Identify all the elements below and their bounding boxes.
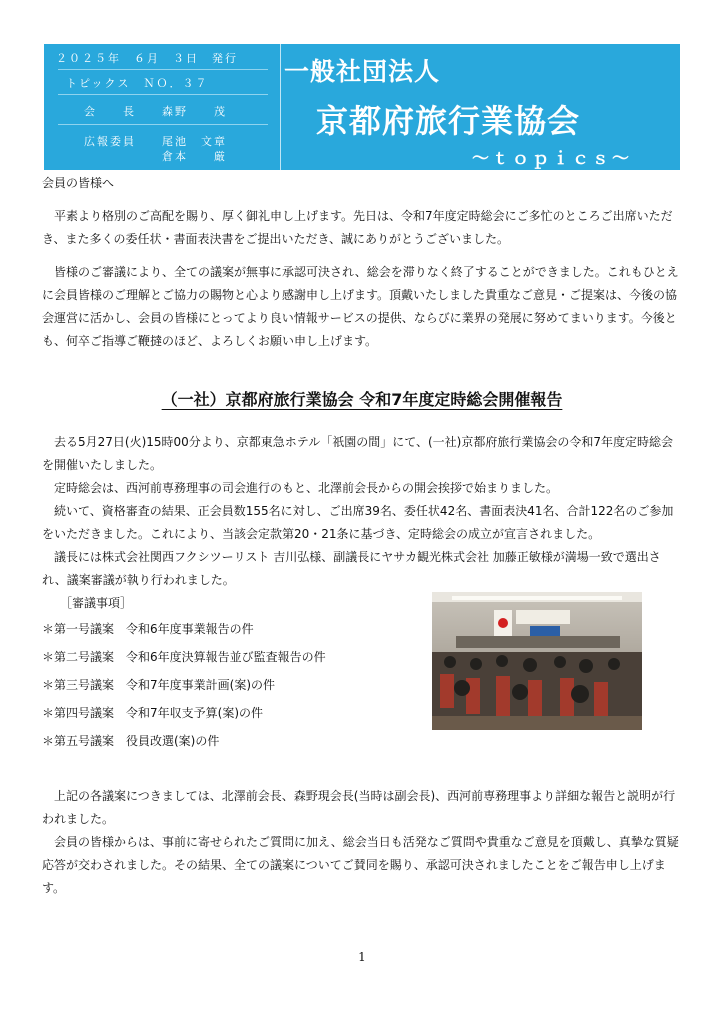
president-name: 会 長 森野 茂 [84,105,227,118]
org-name: 京都府旅行業協会 [316,102,581,140]
org-type: 一般社団法人 [284,57,441,86]
report-paragraph-4: 議長には株式会社関西フクシツーリスト 吉川弘様、副議長にヤサカ観光株式会社 加藤正敏様が満場一致で選出され、議案審議が執り行われました。 [42,550,661,587]
pr-committee-line1: 広報委員 尾池 文章 [84,135,227,148]
report-paragraph-6: 会員の皆様からは、事前に寄せられたご質問に加え、総会当日も活発なご質問や貴重なご意見を頂戴し、真摯な質疑応答が交わされました。その結果、全ての議案についてご賛同を賜り、承認可決されましたことをご報告申し上げます。 [42,835,679,895]
page-number: 1 [358,950,366,964]
meeting-photo [432,592,642,730]
newsletter-header [44,44,680,170]
spacer [42,755,682,785]
greeting-paragraph-2: 皆様のご審議により、全ての議案が無事に承認可決され、総会を滞りなく終了することができました。これもひとえに会員皆様のご理解とご協力の賜物と心より感謝申し上げます。頂戴いたしました貴重なご意見・ご提案は、今後の協会運営に活かし、会員の皆様にとってより良い情報サービスの提供、ならびに業界の発展に努めてまいります。今後とも、何卒ご指導ご鞭撻のほど、よろしくお願い申し上げます。 [42,265,679,348]
agenda-item: ＊第三号議案 令和7年度事業計画(案)の件 [42,678,275,692]
topics-subtitle: ～ｔｏｐｉｃｓ～ [472,149,632,169]
agenda-item: ＊第四号議案 令和7年収支予算(案)の件 [42,706,263,720]
report-paragraph-3: 続いて、資格審査の結果、正会員数155名に対し、ご出席39名、委任状42名、書面表決41名、合計122名のご参加をいただきました。これにより、当該会定款第20・21条に基づき、定時総会の成立が宣言されました。 [42,504,674,541]
agenda-heading: ［審議事項］ [60,596,133,610]
newsletter-body [42,172,682,900]
report-paragraph-5: 上記の各議案につきましては、北澤前会長、森野現会長(当時は副会長)、西河前専務理事より詳細な報告と説明が行われました。 [42,789,676,826]
greeting-paragraph-1: 平素より格別のご高配を賜り、厚く御礼申し上げます。先日は、令和7年度定時総会にご多忙のところご出席いただき、また多くの委任状・書面表決書をご提出いただき、誠にありがとうございました。 [42,209,673,246]
report-paragraph-1: 去る5月27日(火)15時00分より、京都東急ホテル「祇園の間」にて、(一社)京都府旅行業協会の令和7年度定時総会を開催いたしました。 [42,435,673,472]
agenda-section [42,592,682,755]
rule [58,69,268,70]
agenda-item: ＊第二号議案 令和6年度決算報告並び監査報告の件 [42,650,326,664]
rule [58,94,268,95]
pr-committee-line2: 倉本 厳 [162,150,227,163]
rule [58,124,268,125]
agenda-item: ＊第五号議案 役員改選(案)の件 [42,734,220,748]
topics-number: トピックス ＮＯ．３７ [66,77,209,90]
issue-info-panel [44,44,281,170]
report-paragraph-2: 定時総会は、西河前専務理事の司会進行のもと、北澤前会長からの開会挨拶で始まりました。 [54,481,559,495]
agenda-item: ＊第一号議案 令和6年度事業報告の件 [42,622,254,636]
issue-date: ２０２５年 ６月 ３日 発行 [56,52,238,65]
salutation: 会員の皆様へ [42,176,115,190]
report-title: （一社）京都府旅行業協会 令和7年度定時総会開催報告 [161,390,563,409]
